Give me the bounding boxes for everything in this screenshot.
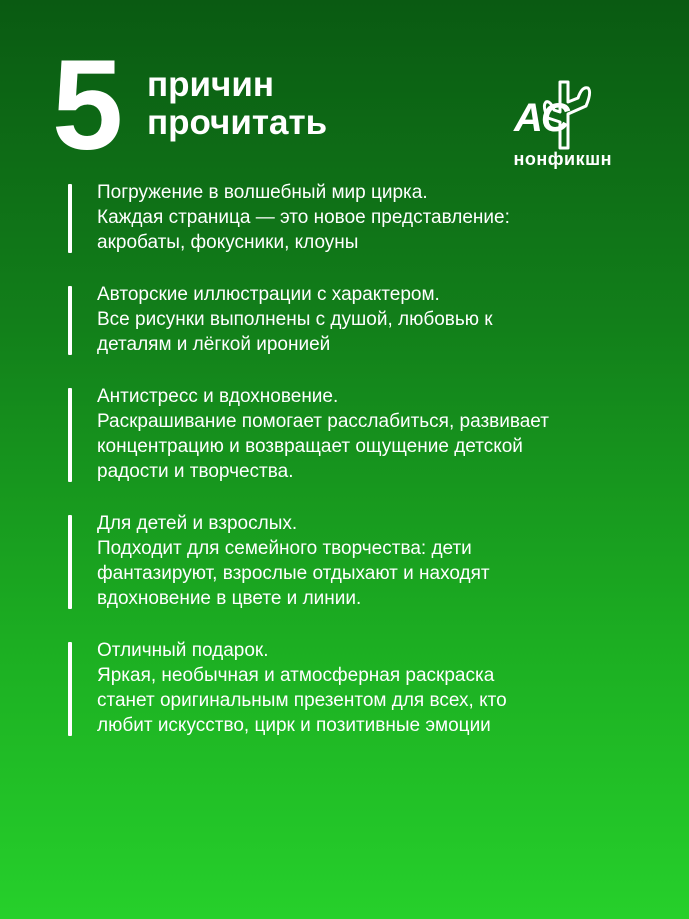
logo-wordmark: нонфикшн: [513, 149, 612, 169]
reason-text-line: Каждая страница — это новое представление:: [97, 207, 510, 228]
reason-item-4: [68, 511, 658, 611]
reason-count: 5: [52, 34, 122, 177]
reason-text-line: любит искусство, цирк и позитивные эмоции: [97, 715, 491, 736]
reason-bar: [68, 286, 72, 355]
reason-bar: [68, 642, 72, 736]
reason-text-line: Раскрашивание помогает расслабиться, развивает: [97, 411, 549, 432]
reason-text-line: акробаты, фокусники, клоуны: [97, 232, 359, 253]
reason-heading: Для детей и взрослых.: [97, 513, 298, 534]
reason-text-line: станет оригинальным презентом для всех, кто: [97, 690, 507, 711]
reason-heading: Отличный подарок.: [97, 640, 269, 661]
logo-mark: АС: [514, 96, 570, 140]
reasons-list: [68, 180, 658, 765]
title-line-2: прочитать: [147, 103, 328, 142]
reason-item-1: [68, 180, 658, 255]
title-line-1: причин: [147, 65, 275, 104]
reason-text-line: деталям и лёгкой иронией: [97, 334, 331, 355]
reason-text-line: вдохновение в цвете и линии.: [97, 588, 362, 609]
reason-text-line: радости и творчества.: [97, 461, 294, 482]
page-title: [147, 66, 327, 142]
reason-text-line: Яркая, необычная и атмосферная раскраска: [97, 665, 495, 686]
reason-heading: Антистресс и вдохновение.: [97, 386, 339, 407]
reason-heading: Погружение в волшебный мир цирка.: [97, 182, 428, 203]
reason-bar: [68, 515, 72, 609]
reason-bar: [68, 388, 72, 482]
reason-text-line: Подходит для семейного творчества: дети: [97, 538, 472, 559]
reason-heading: Авторские иллюстрации с характером.: [97, 284, 440, 305]
reason-item-2: [68, 282, 658, 357]
reason-item-5: [68, 638, 658, 738]
reason-text-line: концентрацию и возвращает ощущение детской: [97, 436, 523, 457]
reason-text-line: Все рисунки выполнены с душой, любовью к: [97, 309, 493, 330]
reason-item-3: [68, 384, 658, 484]
header: [52, 34, 652, 177]
publisher-logo: [502, 76, 612, 176]
reason-text-line: фантазируют, взрослые отдыхают и находят: [97, 563, 490, 584]
reason-bar: [68, 184, 72, 253]
